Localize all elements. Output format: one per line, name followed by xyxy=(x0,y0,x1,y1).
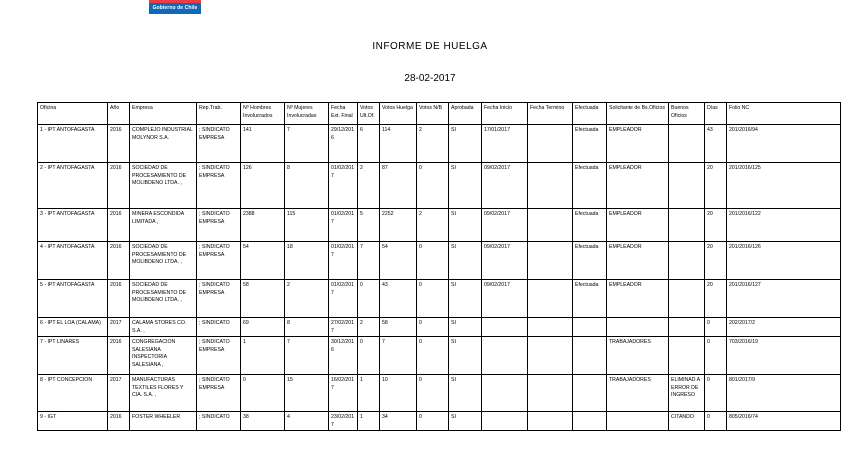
logo-red-band xyxy=(149,0,201,3)
table-row xyxy=(38,125,841,163)
cell-hombres: 126 xyxy=(241,163,285,209)
cell-fecha-termino xyxy=(528,337,573,375)
cell-hombres: 0 xyxy=(241,375,285,412)
cell-mujeres: 4 xyxy=(285,412,329,431)
col-header-solicitante: Solicitante de Bs.Oficios xyxy=(607,103,669,125)
cell-fecha-ext: 01/02/2017 xyxy=(329,280,358,318)
cell-fecha-inicio xyxy=(482,318,528,337)
col-header-votos-huelga: Votos Huelga xyxy=(380,103,417,125)
cell-folio: 201/2016/94 xyxy=(727,125,841,163)
cell-votos-ult: 7 xyxy=(358,242,380,280)
cell-votos-nb: 0 xyxy=(417,163,449,209)
col-header-fecha-ext: Fecha Ext. Final xyxy=(329,103,358,125)
table-row xyxy=(38,163,841,209)
cell-fecha-termino xyxy=(528,209,573,242)
cell-oficina: 4 - IPT ANTOFAGASTA xyxy=(38,242,108,280)
table-row xyxy=(38,375,841,412)
cell-folio: 201/2016/126 xyxy=(727,242,841,280)
cell-buenos-oficios xyxy=(669,163,705,209)
cell-mujeres: 8 xyxy=(285,163,329,209)
cell-buenos-oficios: CITANDO xyxy=(669,412,705,431)
table-row xyxy=(38,412,841,431)
cell-oficina: 8 - IPT CONCEPCION xyxy=(38,375,108,412)
cell-folio: 201/2016/127 xyxy=(727,280,841,318)
cell-fecha-ext: 01/02/2017 xyxy=(329,242,358,280)
cell-solicitante: TRABAJADORES xyxy=(607,375,669,412)
logo-text: Gobierno de Chile xyxy=(152,5,198,11)
cell-folio: 805/2016/74 xyxy=(727,412,841,431)
cell-rep-trab: ; SINDICATO EMPRESA xyxy=(197,337,241,375)
cell-solicitante: TRABAJADORES xyxy=(607,337,669,375)
cell-anio: 2016 xyxy=(108,280,130,318)
col-header-mujeres: Nº Mujeres Involucradas xyxy=(285,103,329,125)
table-row xyxy=(38,209,841,242)
cell-solicitante: EMPLEADOR xyxy=(607,209,669,242)
cell-rep-trab: ; SINDICATO xyxy=(197,318,241,337)
cell-hombres: 2388 xyxy=(241,209,285,242)
cell-votos-huelga: 87 xyxy=(380,163,417,209)
cell-oficina: 5 - IPT ANTOFAGASTA xyxy=(38,280,108,318)
col-header-rep-trab: Rep.Trab. xyxy=(197,103,241,125)
col-header-aprobada: Aprobada xyxy=(449,103,482,125)
cell-mujeres: 7 xyxy=(285,125,329,163)
cell-oficina: 1 - IPT ANTOFAGASTA xyxy=(38,125,108,163)
cell-anio: 2016 xyxy=(108,242,130,280)
cell-fecha-ext: 30/12/2016 xyxy=(329,337,358,375)
cell-solicitante: EMPLEADOR xyxy=(607,242,669,280)
cell-votos-huelga: 2252 xyxy=(380,209,417,242)
col-header-votos-ult: Votos Ult.Of. xyxy=(358,103,380,125)
cell-solicitante: EMPLEADOR xyxy=(607,280,669,318)
cell-rep-trab: ; SINDICATO EMPRESA xyxy=(197,280,241,318)
cell-fecha-ext: 29/12/2016 xyxy=(329,125,358,163)
col-header-folio: Folio NC xyxy=(727,103,841,125)
cell-aprobada: SI xyxy=(449,125,482,163)
cell-fecha-termino xyxy=(528,318,573,337)
col-header-hombres: Nº Hombres Involucrados xyxy=(241,103,285,125)
cell-aprobada: SI xyxy=(449,163,482,209)
cell-votos-huelga: 10 xyxy=(380,375,417,412)
cell-oficina: 3 - IPT ANTOFAGASTA xyxy=(38,209,108,242)
cell-folio: 703/2016/19 xyxy=(727,337,841,375)
cell-dias: 20 xyxy=(705,280,727,318)
cell-aprobada: SI xyxy=(449,280,482,318)
cell-efectuada: Efectuada xyxy=(573,209,607,242)
cell-solicitante xyxy=(607,412,669,431)
cell-anio: 2016 xyxy=(108,209,130,242)
cell-hombres: 38 xyxy=(241,412,285,431)
cell-oficina: 9 - IGT xyxy=(38,412,108,431)
cell-rep-trab: ; SINDICATO EMPRESA xyxy=(197,242,241,280)
cell-fecha-termino xyxy=(528,412,573,431)
cell-fecha-ext: 01/02/2017 xyxy=(329,209,358,242)
cell-votos-nb: 0 xyxy=(417,375,449,412)
cell-dias: 20 xyxy=(705,163,727,209)
cell-efectuada xyxy=(573,412,607,431)
table-row xyxy=(38,337,841,375)
cell-fecha-ext: 23/02/2017 xyxy=(329,412,358,431)
table-header-row xyxy=(38,103,841,125)
cell-mujeres: 115 xyxy=(285,209,329,242)
cell-fecha-ext: 01/02/2017 xyxy=(329,163,358,209)
cell-votos-nb: 2 xyxy=(417,209,449,242)
cell-votos-ult: 2 xyxy=(358,318,380,337)
table-row xyxy=(38,280,841,318)
cell-empresa: COMPLEJO INDUSTRIAL MOLYNOR S.A. xyxy=(130,125,197,163)
col-header-fecha-inicio: Fecha Inicio xyxy=(482,103,528,125)
cell-efectuada: Efectuada xyxy=(573,280,607,318)
col-header-anio: Año xyxy=(108,103,130,125)
cell-votos-ult: 0 xyxy=(358,337,380,375)
cell-buenos-oficios xyxy=(669,280,705,318)
cell-aprobada: SI xyxy=(449,318,482,337)
cell-hombres: 58 xyxy=(241,280,285,318)
cell-votos-nb: 2 xyxy=(417,125,449,163)
strike-report-table xyxy=(37,102,841,431)
cell-anio: 2016 xyxy=(108,125,130,163)
cell-anio: 2017 xyxy=(108,375,130,412)
cell-anio: 2016 xyxy=(108,412,130,431)
cell-empresa: SOCIEDAD DE PROCESAMIENTO DE MOLIBDENO LTDA. , xyxy=(130,242,197,280)
col-header-fecha-termino: Fecha Termino xyxy=(528,103,573,125)
cell-votos-ult: 6 xyxy=(358,125,380,163)
cell-votos-nb: 0 xyxy=(417,337,449,375)
cell-hombres: 141 xyxy=(241,125,285,163)
cell-efectuada xyxy=(573,375,607,412)
cell-votos-ult: 1 xyxy=(358,375,380,412)
cell-oficina: 6 - IPT EL LOA (CALAMA) xyxy=(38,318,108,337)
cell-votos-huelga: 7 xyxy=(380,337,417,375)
cell-votos-ult: 0 xyxy=(358,280,380,318)
cell-folio: 201/2016/125 xyxy=(727,163,841,209)
cell-dias: 20 xyxy=(705,209,727,242)
cell-dias: 43 xyxy=(705,125,727,163)
col-header-oficina: Oficina xyxy=(38,103,108,125)
cell-fecha-ext: 27/02/2017 xyxy=(329,318,358,337)
cell-hombres: 69 xyxy=(241,318,285,337)
cell-votos-huelga: 114 xyxy=(380,125,417,163)
cell-aprobada: SI xyxy=(449,375,482,412)
cell-fecha-inicio: 09/02/2017 xyxy=(482,163,528,209)
cell-votos-nb: 0 xyxy=(417,412,449,431)
cell-buenos-oficios: ELIMINAD A ERROR DE INGRESO xyxy=(669,375,705,412)
cell-votos-nb: 0 xyxy=(417,280,449,318)
cell-rep-trab: ; SINDICATO EMPRESA xyxy=(197,163,241,209)
cell-empresa: CONGREGACION SALESIANA INSPECTORIA SALESIANA , xyxy=(130,337,197,375)
cell-empresa: FOSTER WHEELER xyxy=(130,412,197,431)
cell-fecha-inicio xyxy=(482,337,528,375)
cell-folio: 202/2017/2 xyxy=(727,318,841,337)
cell-rep-trab: ; SINDICATO EMPRESA xyxy=(197,209,241,242)
cell-votos-nb: 0 xyxy=(417,318,449,337)
cell-empresa: CALAMA STORES CO. S.A. , xyxy=(130,318,197,337)
table-row xyxy=(38,242,841,280)
cell-hombres: 54 xyxy=(241,242,285,280)
cell-mujeres: 15 xyxy=(285,375,329,412)
cell-fecha-inicio: 09/02/2017 xyxy=(482,280,528,318)
cell-efectuada: Efectuada xyxy=(573,242,607,280)
cell-fecha-termino xyxy=(528,163,573,209)
cell-fecha-termino xyxy=(528,280,573,318)
page-title: INFORME DE HUELGA xyxy=(372,41,488,52)
cell-fecha-inicio: 09/02/2017 xyxy=(482,242,528,280)
cell-dias: 20 xyxy=(705,242,727,280)
col-header-empresa: Empresa xyxy=(130,103,197,125)
cell-hombres: 1 xyxy=(241,337,285,375)
cell-mujeres: 2 xyxy=(285,280,329,318)
cell-empresa: MINERA ESCONDIDA LIMITADA , xyxy=(130,209,197,242)
cell-anio: 2016 xyxy=(108,337,130,375)
cell-oficina: 7 - IPT LINARES xyxy=(38,337,108,375)
cell-fecha-inicio xyxy=(482,412,528,431)
cell-votos-ult: 1 xyxy=(358,412,380,431)
cell-fecha-termino xyxy=(528,375,573,412)
cell-mujeres: 18 xyxy=(285,242,329,280)
cell-dias: 0 xyxy=(705,337,727,375)
cell-votos-ult: 2 xyxy=(358,163,380,209)
cell-rep-trab: ; SINDICATO EMPRESA xyxy=(197,125,241,163)
gobierno-logo xyxy=(149,0,201,14)
cell-anio: 2017 xyxy=(108,318,130,337)
cell-fecha-ext: 16/02/2017 xyxy=(329,375,358,412)
col-header-votos-nb: Votos N/B xyxy=(417,103,449,125)
cell-rep-trab: ; SINDICATO EMPRESA xyxy=(197,375,241,412)
col-header-buenos-oficios: Buenos Oficios xyxy=(669,103,705,125)
cell-efectuada xyxy=(573,318,607,337)
cell-folio: 201/2016/122 xyxy=(727,209,841,242)
cell-dias: 0 xyxy=(705,318,727,337)
cell-fecha-inicio: 09/02/2017 xyxy=(482,209,528,242)
report-date: 28-02-2017 xyxy=(404,73,456,84)
cell-votos-huelga: 34 xyxy=(380,412,417,431)
cell-buenos-oficios xyxy=(669,318,705,337)
cell-fecha-inicio: 17/01/2017 xyxy=(482,125,528,163)
cell-buenos-oficios xyxy=(669,209,705,242)
cell-dias: 0 xyxy=(705,412,727,431)
cell-votos-ult: 5 xyxy=(358,209,380,242)
cell-votos-nb: 0 xyxy=(417,242,449,280)
table-body xyxy=(38,125,841,431)
cell-efectuada: Efectuada xyxy=(573,125,607,163)
cell-anio: 2016 xyxy=(108,163,130,209)
cell-aprobada: SI xyxy=(449,209,482,242)
cell-mujeres: 7 xyxy=(285,337,329,375)
cell-aprobada: SI xyxy=(449,337,482,375)
cell-votos-huelga: 58 xyxy=(380,318,417,337)
cell-solicitante xyxy=(607,318,669,337)
cell-buenos-oficios xyxy=(669,242,705,280)
cell-solicitante: EMPLEADOR xyxy=(607,163,669,209)
cell-votos-huelga: 43 xyxy=(380,280,417,318)
cell-empresa: MANUFACTURAS TEXTILES FLORES Y CIA. S.A. , xyxy=(130,375,197,412)
cell-solicitante: EMPLEADOR xyxy=(607,125,669,163)
cell-buenos-oficios xyxy=(669,125,705,163)
cell-fecha-termino xyxy=(528,242,573,280)
cell-empresa: SOCIEDAD DE PROCESAMIENTO DE MOLIBDENO LTDA. , xyxy=(130,280,197,318)
cell-mujeres: 8 xyxy=(285,318,329,337)
cell-folio: 801/2017/9 xyxy=(727,375,841,412)
cell-efectuada: Efectuada xyxy=(573,163,607,209)
cell-fecha-inicio xyxy=(482,375,528,412)
cell-buenos-oficios xyxy=(669,337,705,375)
cell-votos-huelga: 54 xyxy=(380,242,417,280)
col-header-dias: Días xyxy=(705,103,727,125)
cell-aprobada: SI xyxy=(449,412,482,431)
table-row xyxy=(38,318,841,337)
cell-aprobada: SI xyxy=(449,242,482,280)
cell-efectuada xyxy=(573,337,607,375)
cell-fecha-termino xyxy=(528,125,573,163)
cell-empresa: SOCIEDAD DE PROCESAMIENTO DE MOLIBDENO LTDA. , xyxy=(130,163,197,209)
cell-dias: 0 xyxy=(705,375,727,412)
col-header-efectuada: Efectuada xyxy=(573,103,607,125)
cell-rep-trab: ; SINDICATO xyxy=(197,412,241,431)
cell-oficina: 2 - IPT ANTOFAGASTA xyxy=(38,163,108,209)
